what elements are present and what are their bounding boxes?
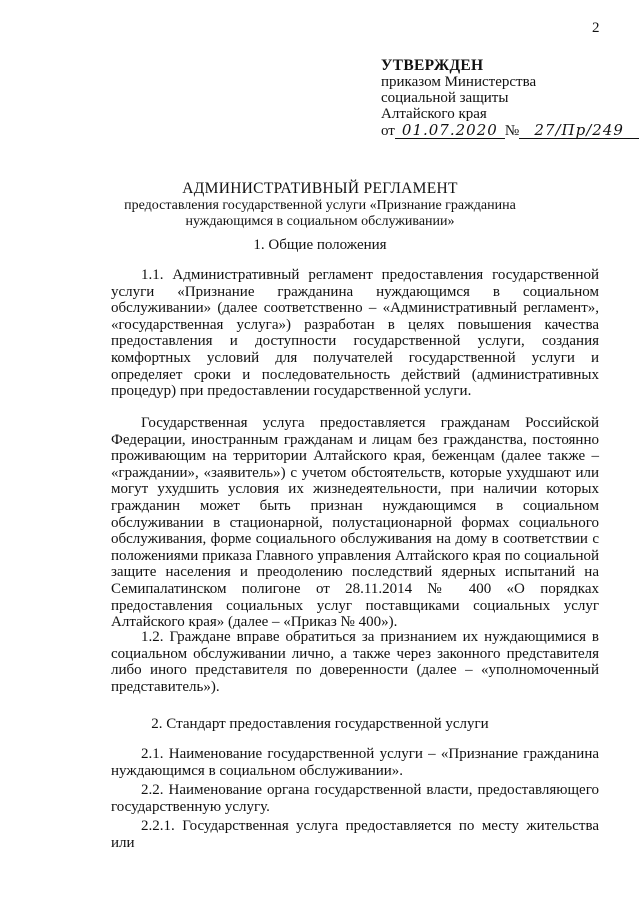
- paragraph-1-2-text: 1.2. Граждане вправе обратиться за признанием их нуждающимися в социальном обслуживании лично, а также через законного представителя либо иного представителя по доверенности (далее – «уполномоченный представитель»).: [111, 629, 599, 695]
- approval-block: [381, 58, 639, 139]
- paragraph-1-1: [111, 267, 599, 400]
- approval-line-2: социальной защиты: [381, 90, 509, 106]
- approval-heading: УТВЕРЖДЕН: [381, 57, 484, 74]
- handwritten-date: 01.07.2020: [395, 122, 505, 139]
- from-label: от: [381, 123, 395, 139]
- paragraph-1-1-cont: [111, 415, 599, 631]
- paragraph-2-2-1-text: 2.2.1. Государственная услуга предоставляется по месту жительства или: [111, 818, 599, 851]
- paragraph-2-2: [111, 782, 599, 815]
- number-label: №: [504, 123, 520, 139]
- document-title: АДМИНИСТРАТИВНЫЙ РЕГЛАМЕНТ: [182, 180, 458, 197]
- page-number: 2: [592, 20, 600, 36]
- paragraph-1-1-cont-text: Государственная услуга предоставляется гражданам Российской Федерации, иностранным гражданам и лицам без гражданства, постоянно проживающим на территории Алтайского края, беженцам (далее также – «граждании», «заявитель») с учетом обстоятельств, которые ухудшают или могут ухудшить условия их жизнедеятельности, при наличии которых гражданин может быть признан нуждающимся в социальном обслуживании в стационарной, полустационарной формах социального обслуживания, форме социального обслуживания на дому в соответствии с положениями приказа Главного управления Алтайского края по социальной защите населения и преодолению последствий ядерных испытаний на Семипалатинском полигоне от 28.11.2014 № 400 «О порядках предоставления социальных услуг поставщиками социальных услуг Алтайского края» (далее – «Приказ № 400»).: [111, 415, 599, 631]
- paragraph-1-1-text: 1.1. Административный регламент предоставления государственной услуги «Признание гражданина нуждающимся в социальном обслуживании» (далее соответственно – «Административный регламент», «государственная услуга») разработан в целях повышения качества предоставления и доступности государственной услуги, создания комфортных условий для получателей государственной услуги и определяет сроки и последовательность действий (административных процедур) при предоставлении государственной услуги.: [111, 267, 599, 400]
- document-subtitle-line-2: нуждающимся в социальном обслуживании»: [185, 214, 455, 229]
- paragraph-2-2-text: 2.2. Наименование органа государственной власти, предоставляющего государственную услугу.: [111, 782, 599, 815]
- section-2-heading: 2. Стандарт предоставления государственной услуги: [151, 716, 489, 732]
- paragraph-2-1: [111, 746, 599, 779]
- approval-line-1: приказом Министерства: [381, 74, 537, 90]
- paragraph-2-1-text: 2.1. Наименование государственной услуги – «Признание гражданина нуждающимся в социальном обслуживании».: [111, 746, 599, 779]
- approval-line-3: Алтайского края: [381, 106, 487, 122]
- paragraph-1-2: [111, 629, 599, 695]
- paragraph-2-2-1: [111, 818, 599, 851]
- handwritten-number: 27/Пр/249: [519, 122, 639, 139]
- document-title-block: [0, 180, 640, 230]
- approval-date-number-line: [381, 122, 639, 139]
- document-subtitle-line-1: предоставления государственной услуги «Признание гражданина: [124, 198, 516, 213]
- section-1-heading: 1. Общие положения: [253, 237, 387, 253]
